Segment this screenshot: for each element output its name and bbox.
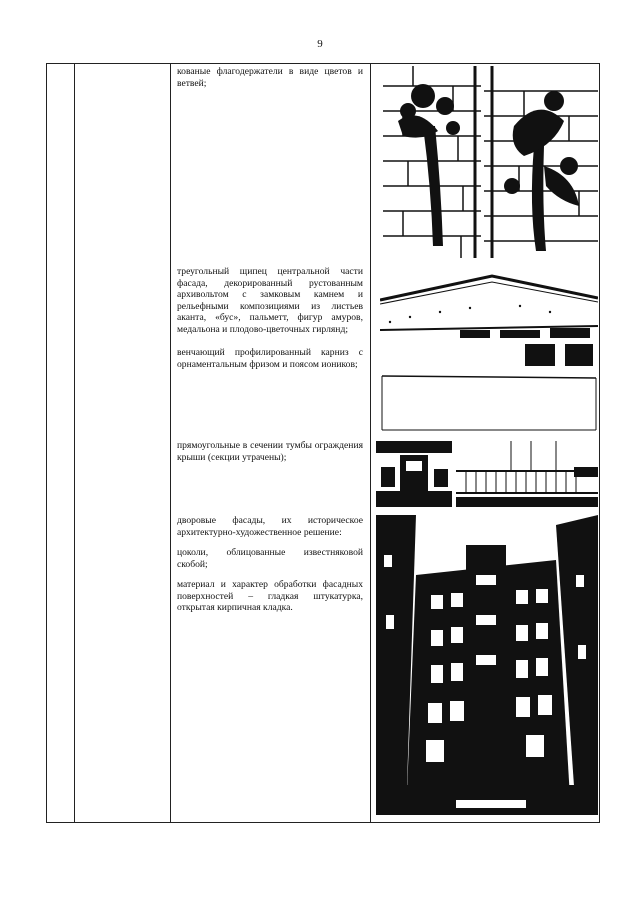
parapet-pedestal-photo xyxy=(376,441,452,507)
pediment-photo xyxy=(380,272,598,366)
column-divider xyxy=(170,64,171,822)
item-text: цоколи, облицованные известняковой скобой; xyxy=(177,547,363,570)
item-text: прямоугольные в сечении тумбы ограждения крыши (секции утрачены); xyxy=(177,440,363,463)
item-text: материал и характер обработки фасадных поверхностей – гладкая штукатурка, открытая кирпичная кладка. xyxy=(177,579,363,613)
item-courtyard xyxy=(177,515,363,623)
flag-holder-left-photo xyxy=(383,66,481,258)
flag-holder-right-photo xyxy=(484,66,598,258)
item-flag-holders xyxy=(177,66,363,98)
page-number: 9 xyxy=(317,38,323,50)
item-pediment xyxy=(177,266,363,379)
courtyard-facade-photo xyxy=(376,515,598,815)
column-divider xyxy=(370,64,371,822)
item-parapet xyxy=(177,440,363,472)
item-text: треугольный щипец центральной части фасада, декорированный рустованным архивольтом с замковым камнем и рельефными композициями из листьев аканта, «бус», пальметт, фигур амуров, медальона и плодово-цветочных гирлянд; xyxy=(177,266,363,335)
cornice-photo xyxy=(380,372,598,432)
item-text: дворовые фасады, их историческое архитектурно-художественное решение: xyxy=(177,515,363,538)
item-text: кованые флагодержатели в виде цветов и ветвей; xyxy=(177,66,363,89)
column-divider xyxy=(74,64,75,822)
item-text: венчающий профилированный карниз с орнаментальным фризом и поясом иоников; xyxy=(177,347,363,370)
roof-railing-photo xyxy=(456,441,598,507)
